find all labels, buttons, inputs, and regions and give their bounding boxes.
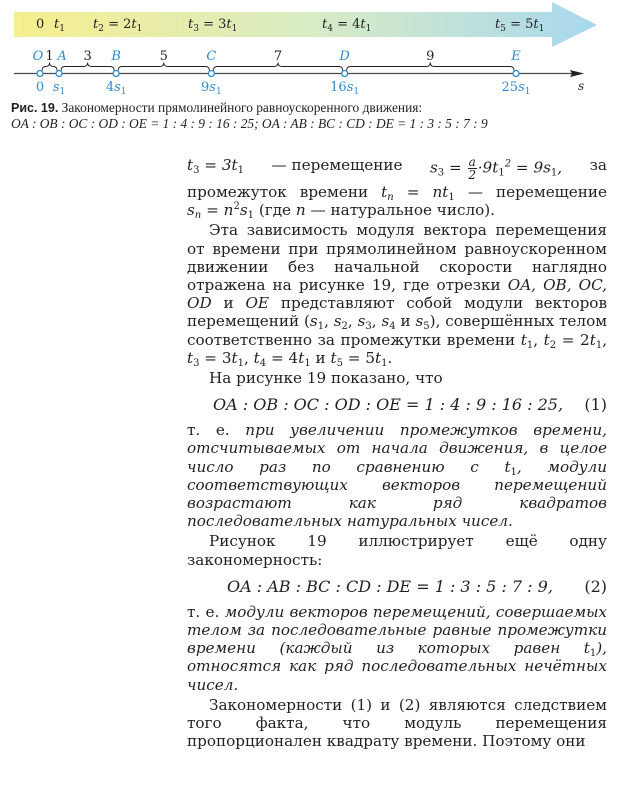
p0-where: (где [258, 201, 292, 220]
time-label-t4: $t_4 = 4t_1$ [322, 17, 372, 34]
p3-italic-2: , модули соответствующих векторов перемещений возрастают как ряд квадратов последовательных натуральных чисел. [187, 457, 607, 531]
p1-and: и [211, 294, 246, 313]
point-value-A: $s_1$ [52, 80, 66, 96]
point-letter-D: D [339, 49, 350, 64]
paragraph-0-line-3: $s_n = n^2s_1$ (где n — натуральное число). [187, 201, 496, 222]
figure-19 [0, 0, 624, 96]
p5-italic: модули векторов перемещений, совершаемых телом за последовательные равные промежутки времени (каждый из которых равен [187, 602, 608, 658]
segment-label-1: 1 [45, 49, 54, 64]
time-label-t5: $t_5 = 5t_1$ [495, 17, 545, 34]
point-letter-A: A [57, 49, 67, 64]
segment-label-4: 7 [273, 49, 283, 64]
paragraph-0-line-2: промежуток времени $t_n = nt_1$ — перемещение [187, 183, 608, 203]
p1-text-c: ), совершённых телом соответственно за промежутки времени [187, 312, 608, 349]
point-value-O: 0 [35, 80, 45, 95]
point-letter-C: C [206, 49, 217, 64]
caption-ratio-1: OA : OB : OC : OD : OE = 1 : 4 : 9 : 16 : 25; [11, 116, 259, 131]
point-D [342, 71, 348, 77]
p0-perem: — перемещение [271, 156, 403, 174]
equation-2-number: (2) [584, 576, 607, 596]
p1-oe: OE [245, 294, 269, 313]
time-label-t1: $t_1$ [54, 17, 65, 34]
point-E [513, 71, 519, 77]
point-letter-B: B [111, 49, 121, 64]
p0-interval: промежуток времени [187, 183, 369, 201]
time-label-t2: $t_2 = 2t_1$ [93, 17, 143, 34]
p1-segments: OA, OB, OC, OD [187, 276, 607, 313]
p0-natural: — натуральное число). [310, 201, 496, 220]
paragraph-5: т. е. модули векторов перемещений, совершаемых телом за последовательные равные промежутки времени (каждый из которых равен $t_1$), относятся как ряд последовательных нечётных чисел. [187, 602, 608, 694]
point-letter-O: O [32, 49, 44, 64]
paragraph-2: На рисунке 19 показано, что [209, 369, 443, 388]
segment-label-3: 5 [159, 49, 168, 64]
p0-za: за [589, 156, 607, 174]
equation-1 [187, 395, 607, 415]
equation-2-body: OA : AB : BC : CD : DE = 1 : 3 : 5 : 7 : 9, [227, 576, 553, 596]
p5-lead: т. е. [187, 602, 225, 621]
p1-text-b: представляют собой модули векторов перемещений ( [187, 294, 607, 331]
point-value-C: $9s_1$ [201, 80, 222, 96]
equation-1-number: (1) [584, 395, 607, 415]
paragraph-4: Рисунок 19 иллюстрирует ещё одну закономерность: [187, 532, 607, 569]
p3-lead: т. е. [187, 421, 246, 440]
point-O [37, 71, 43, 77]
s-axis-arrowhead [570, 70, 584, 77]
figure-caption [11, 100, 621, 131]
equation-2 [187, 577, 607, 597]
point-value-B: $4s_1$ [105, 80, 127, 96]
point-A [56, 71, 62, 77]
p5-italic-2: ), относятся как ряд последовательных нечётных чисел. [187, 639, 607, 694]
paragraph-0-line-1: $t_3 = 3t_1$ — перемещение $s_3$ = $\frac{a}{2}$ $\cdot 9t_1^2 = 9s_1$, за [187, 155, 607, 182]
equation-1-body: OA : OB : OC : OD : OE = 1 : 4 : 9 : 16 : 25, [213, 395, 564, 415]
paragraph-3: т. е. при увеличении промежутков времени, отсчитываемых от начала движения, в целое число раз по сравнению с $t_1$, модули соответствующих векторов перемещений возрастают как ряд квадратов последовательных натуральных чисел. [187, 421, 608, 531]
point-B [113, 71, 119, 77]
point-value-D: $16s_1$ [330, 80, 360, 96]
figure-svg [0, 0, 624, 96]
p3-italic: при увеличении промежутков времени, отсчитываемых от начала движения, в целое число раз по сравнению с [187, 421, 608, 476]
p0-displacement: — перемещение [467, 183, 608, 201]
caption-title: Закономерности прямолинейного равноускоренного движения: [58, 100, 423, 115]
time-label-t0: 0 [36, 17, 45, 32]
caption-ratio-2: OA : AB : BC : CD : DE = 1 : 3 : 5 : 7 : 9 [261, 116, 488, 131]
body-text [187, 152, 607, 750]
p1-text: Эта зависимость модуля вектора перемещения от времени при прямолинейном равноускоренном движении без начальной скорости наглядно отражена на рисунке 19, где отрезки [187, 221, 607, 295]
segment-label-5: 9 [426, 49, 435, 64]
segment-label-2: 3 [83, 49, 92, 64]
paragraph-1: Эта зависимость модуля вектора перемещения от времени при прямолинейном равноускоренном движении без начальной скорости наглядно отражена на рисунке 19, где отрезки OA, OB, OC, OD и OE представляют собой модули векторов перемещений ($s_1$, $s_2$, $s_3$, $s_4$ и $s_5$), совершённых телом соответственно за промежутки времени $t_1$, $t_2 = 2t_1$, $t_3 = 3t_1$, $t_4 = 4t_1$ и $t_5 = 5t_1$. [187, 221, 608, 369]
point-letter-E: E [511, 49, 521, 64]
s-axis-label: s [578, 79, 585, 93]
paragraph-6: Закономерности (1) и (2) являются следствием того факта, что модуль перемещения пропорционален квадрату времени. Поэтому они [187, 695, 607, 751]
caption-label: Рис. 19. [11, 101, 59, 115]
time-label-t3: $t_3 = 3t_1$ [188, 17, 238, 34]
point-C [208, 71, 214, 77]
point-value-E: $25s_1$ [501, 80, 531, 96]
